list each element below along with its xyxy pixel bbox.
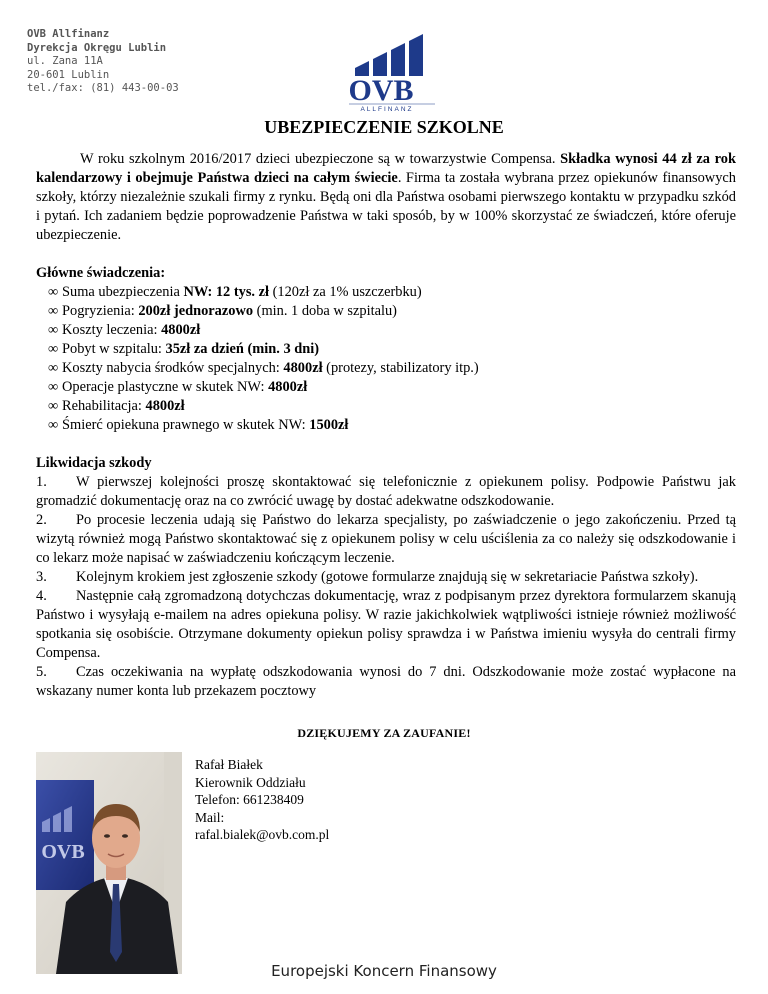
benefit-item — [48, 340, 736, 359]
benefit-label: Pogryzienia: — [62, 303, 139, 319]
benefit-label: Koszty leczenia: — [62, 322, 162, 338]
contact-card — [195, 756, 329, 844]
benefit-value: 200zł jednorazowo — [138, 303, 254, 319]
claim-step-text: Czas oczekiwania na wypłatę odszkodowania wynosi do 7 dni. Odszkodowanie może zostać wypłacone na wskazany numer konta lub przekazem pocztowy — [36, 664, 736, 699]
claim-step — [36, 587, 736, 663]
claim-step-text: Po procesie leczenia udają się Państwo do lekarza specjalisty, po zaświadczenie o jego zakończeniu. Przed tą wizytą również mogą Państwo skontaktować się z opiekunem polisy w celu uściślenia za co należy się odszkodowanie i co lekarz może napisać w zaświadczeniu kończącym leczenie. — [36, 512, 736, 566]
benefits-heading-text: Główne świadczenia: — [36, 265, 166, 281]
benefit-label: Koszty nabycia środków specjalnych: — [62, 360, 284, 376]
page-title: UBEZPIECZENIE SZKOLNE — [264, 117, 504, 137]
footer-slogan: Europejski Koncern Finansowy — [271, 962, 497, 980]
benefit-value: 4800zł — [268, 379, 308, 395]
claim-step-text: Kolejnym krokiem jest zgłoszenie szkody (gotowe formularze znajdują się w sekretariacie Państwa szkoły). — [76, 569, 699, 585]
claim-step-number: 5. — [36, 664, 47, 680]
intro-bold-text: Składka wynosi 44 zł za rok kalendarzowy i obejmuje Państwa dzieci na całym świecie — [36, 151, 736, 186]
benefit-item — [48, 416, 736, 435]
claim-step-text: Następnie całą zgromadzoną dotychczas dokumentację, wraz z podpisanym przez dyrektora formularzem skanują Państwo i wysyłają e-mailem na adres opiekuna polisy. W razie jakichkolwiek wątpliwości istnieje również możliwość spotkania się osobiście. Otrzymane dokumenty opiekun polisy sprawdza i w Państwa imieniu wysyła do centrali firmy Compensa. — [36, 588, 736, 661]
infinity-bullet-icon: ∞ — [48, 398, 59, 414]
infinity-bullet-icon: ∞ — [48, 284, 59, 300]
benefits-list — [36, 283, 736, 435]
contact-mail-label: Mail: — [195, 809, 225, 825]
benefit-value: NW: 12 tys. zł — [183, 284, 270, 300]
address-block — [27, 28, 179, 96]
claims-steps — [36, 473, 736, 701]
benefit-item — [48, 283, 736, 302]
contact-name: Rafał Białek — [195, 757, 263, 772]
infinity-bullet-icon: ∞ — [48, 379, 59, 395]
benefit-item — [48, 378, 736, 397]
claim-step — [36, 511, 736, 568]
claim-step-number: 1. — [36, 474, 47, 490]
phone-fax: tel./fax: (81) 443-00-03 — [27, 82, 179, 94]
claim-step — [36, 473, 736, 511]
logo-subtext: ALLFINANZ — [360, 106, 414, 112]
contact-role: Kierownik Oddziału — [195, 774, 306, 790]
benefit-value: 1500zł — [309, 417, 349, 433]
benefit-note: (min. 1 doba w szpitalu) — [253, 303, 397, 319]
claim-step — [36, 568, 736, 587]
benefit-label: Operacje plastyczne w skutek NW: — [62, 379, 269, 395]
ovb-logo — [335, 28, 435, 112]
infinity-bullet-icon: ∞ — [48, 322, 59, 338]
claim-step-number: 4. — [36, 588, 47, 604]
benefit-note: (protezy, stabilizatory itp.) — [322, 360, 479, 376]
benefit-value: 4800zł — [283, 360, 323, 376]
contact-phone: Telefon: 661238409 — [195, 792, 304, 807]
city-address: 20-601 Lublin — [27, 68, 110, 81]
benefit-item — [48, 302, 736, 321]
intro-paragraph — [36, 150, 736, 245]
infinity-bullet-icon: ∞ — [48, 417, 59, 433]
claims-heading-text: Likwidacja szkody — [36, 455, 152, 471]
contact-photo — [36, 752, 182, 974]
document-body — [36, 150, 736, 701]
benefit-item — [48, 321, 736, 340]
poster-logo-text: OVB — [41, 841, 85, 863]
infinity-bullet-icon: ∞ — [48, 303, 59, 319]
intro-text-rest: . Firma ta została wybrana przez opiekunów finansowych szkoły, którzy niezależnie szukali firmy z rynku. Będą oni dla Państwa osobami pierwszego kontaktu w przypadku szkód i pytań. Ich zadaniem będzie poprowadzenie Państwa w taki sposób, by w 100% skorzystać ze świadczeń, które oferuje ubezpieczenie. — [36, 170, 736, 243]
thanks-line: DZIĘKUJEMY ZA ZAUFANIE! — [297, 726, 471, 740]
benefit-label: Suma ubezpieczenia — [62, 284, 184, 300]
claims-heading — [36, 454, 736, 473]
benefit-value: 4800zł — [145, 398, 185, 414]
claim-step-text: W pierwszej kolejności proszę skontaktować się telefonicznie z opiekunem polisy. Podpowie Państwu jak gromadzić dokumentację oraz na co zwrócić uwagę by dostać adekwatne odszkodowanie. — [36, 474, 736, 509]
claim-step-number: 2. — [36, 512, 47, 528]
benefits-heading — [36, 264, 736, 283]
benefit-label: Pobyt w szpitalu: — [62, 341, 166, 357]
street-address: ul. Zana 11A — [27, 55, 103, 67]
claim-step — [36, 663, 736, 701]
claim-step-number: 3. — [36, 569, 47, 585]
infinity-bullet-icon: ∞ — [48, 341, 59, 357]
intro-text: W roku szkolnym 2016/2017 dzieci ubezpieczone są w towarzystwie Compensa. — [80, 151, 561, 167]
benefit-value: 4800zł — [161, 322, 201, 338]
directorate-name: Dyrekcja Okręgu Lublin — [27, 41, 167, 54]
benefit-item — [48, 397, 736, 416]
benefit-value: 35zł za dzień (min. 3 dni) — [165, 341, 320, 357]
benefit-item — [48, 359, 736, 378]
contact-email[interactable]: rafal.bialek@ovb.com.pl — [195, 827, 330, 842]
company-name: OVB Allfinanz — [27, 28, 110, 40]
infinity-bullet-icon: ∞ — [48, 360, 59, 376]
benefit-label: Śmierć opiekuna prawnego w skutek NW: — [62, 417, 310, 433]
logo-text: OVB — [348, 74, 414, 107]
benefit-note: (120zł za 1% uszczerbku) — [269, 284, 422, 300]
benefit-label: Rehabilitacja: — [62, 398, 146, 414]
